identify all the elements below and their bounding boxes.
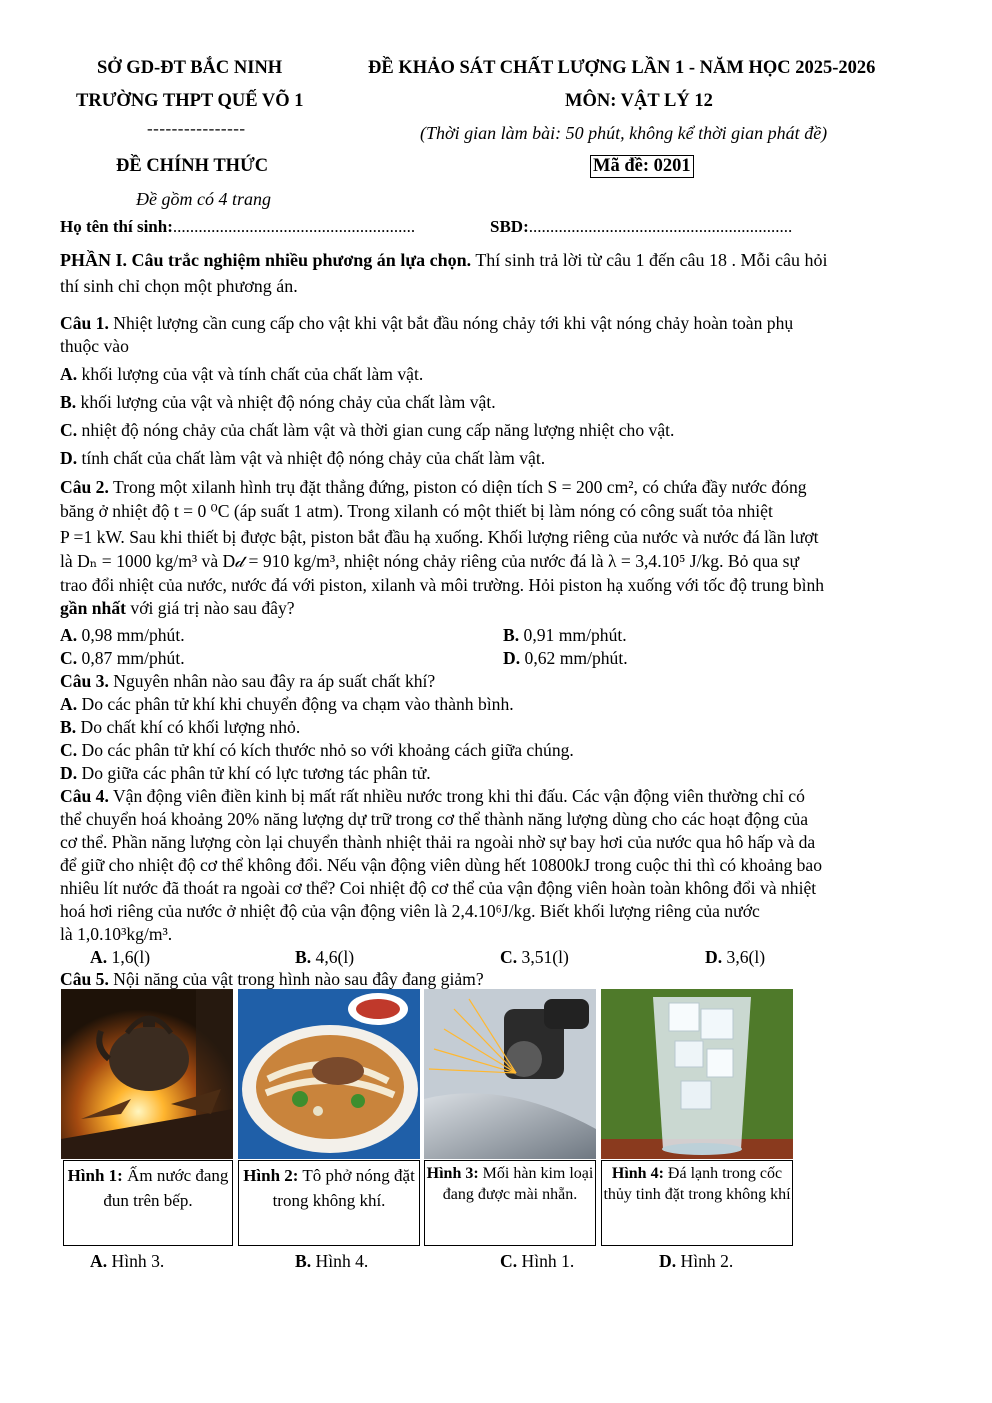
figure-4-ice-glass bbox=[601, 989, 793, 1159]
q2-text: Trong một xilanh hình trụ đặt thẳng đứng, piston có diện tích S = 200 cm², có chứa đầy nước đóng bbox=[108, 477, 807, 497]
grinding-image bbox=[424, 989, 596, 1159]
option-text: khối lượng của vật và tính chất của chất làm vật. bbox=[81, 364, 424, 384]
option-letter: C. bbox=[500, 1251, 518, 1271]
option-text: 3,6(l) bbox=[726, 947, 766, 967]
q5-stem bbox=[60, 969, 484, 990]
part1-instructions bbox=[60, 250, 828, 271]
kettle-fire-image bbox=[61, 989, 233, 1159]
q1-stem bbox=[60, 313, 793, 334]
option-letter: A. bbox=[90, 947, 108, 967]
official-label: ĐỀ CHÍNH THỨC bbox=[116, 156, 269, 176]
q4-stem-2: thể chuyển hoá khoảng 20% năng lượng dự trữ trong cơ thể thành năng lượng dùng cho các hoạt động của bbox=[60, 809, 809, 829]
q2-option-b[interactable] bbox=[503, 625, 627, 646]
caption-title: Hình 1: bbox=[67, 1166, 123, 1185]
caption-figure-1 bbox=[63, 1160, 233, 1246]
page-count-note: Đề gồm có 4 trang bbox=[136, 189, 271, 209]
q4-option-a[interactable] bbox=[90, 947, 150, 968]
department-name: SỞ GD-ĐT BẮC NINH bbox=[97, 58, 283, 78]
option-letter: D. bbox=[60, 448, 78, 468]
q5-option-b[interactable] bbox=[295, 1251, 368, 1272]
option-text: 0,62 mm/phút. bbox=[524, 648, 628, 668]
q4-text: Vận động viên điền kinh bị mất rất nhiều nước trong khi thi đấu. Các vận động viên thường chỉ có bbox=[108, 786, 805, 806]
q1-stem-text: Nhiệt lượng cần cung cấp cho vật khi vật bắt đầu nóng chảy tới khi vật nóng chảy hoàn toàn phụ bbox=[108, 313, 794, 333]
q3-option-c[interactable] bbox=[60, 740, 574, 761]
q3-stem bbox=[60, 671, 435, 692]
q4-stem-3: cơ thể. Phần năng lượng còn lại chuyển thành nhiệt thải ra ngoài nhờ sự bay hơi của nước qua hô hấp và da bbox=[60, 832, 816, 852]
caption-title: Hình 2: bbox=[243, 1166, 299, 1185]
q5-text: Nội năng của vật trong hình nào sau đây đang giảm? bbox=[108, 969, 484, 989]
part1-title: PHẦN I. Câu trắc nghiệm nhiều phương án lựa chọn. bbox=[60, 250, 472, 270]
part1-text: Thí sinh trả lời từ câu 1 đến câu 18 . Mỗi câu hỏi bbox=[471, 250, 828, 270]
option-letter: C. bbox=[60, 648, 78, 668]
option-text: Hình 4. bbox=[315, 1251, 369, 1271]
q4-stem-4: để giữ cho nhiệt độ cơ thể không đổi. Nếu vận động viên dùng hết 10800kJ trong cuộc thi thì có khoảng bao bbox=[60, 855, 823, 875]
option-letter: B. bbox=[295, 947, 312, 967]
candidate-name-label: Họ tên thí sinh: bbox=[60, 217, 173, 236]
caption-text: Tô phở nóng đặt trong không khí. bbox=[272, 1166, 415, 1210]
q1-option-a[interactable] bbox=[60, 364, 423, 385]
option-letter: A. bbox=[60, 694, 78, 714]
q5-option-a[interactable] bbox=[90, 1251, 164, 1272]
q4-stem-6: hoá hơi riêng của nước ở nhiệt độ của vận động viên là 2,4.10⁶J/kg. Biết khối lượng riêng của nước bbox=[60, 901, 760, 921]
q2-stem-6 bbox=[60, 598, 295, 619]
option-text: 0,87 mm/phút. bbox=[81, 648, 185, 668]
option-letter: B. bbox=[295, 1251, 312, 1271]
q1-option-c[interactable] bbox=[60, 420, 674, 441]
q2-stem-2: băng ở nhiệt độ t = 0 ⁰C (áp suất 1 atm). Trong xilanh có một thiết bị làm nóng có công suất tỏa nhiệt bbox=[60, 501, 773, 521]
option-letter: D. bbox=[705, 947, 723, 967]
part1-text-2: thí sinh chỉ chọn một phương án. bbox=[60, 276, 298, 296]
option-text: Hình 2. bbox=[680, 1251, 734, 1271]
q4-option-c[interactable] bbox=[500, 947, 569, 968]
option-letter: B. bbox=[60, 392, 77, 412]
q5-label: Câu 5. bbox=[60, 969, 109, 989]
option-text: Hình 1. bbox=[521, 1251, 575, 1271]
caption-title: Hình 3: bbox=[426, 1165, 479, 1182]
q4-stem-5: nhiêu lít nước đã thoát ra ngoài cơ thể? Coi nhiệt độ cơ thể của vận động viên hoàn toàn không đổi và nhiệt bbox=[60, 878, 817, 898]
option-letter: B. bbox=[503, 625, 520, 645]
q3-option-a[interactable] bbox=[60, 694, 514, 715]
option-letter: C. bbox=[60, 740, 78, 760]
q3-label: Câu 3. bbox=[60, 671, 109, 691]
q4-stem-1 bbox=[60, 786, 805, 807]
option-text: 0,91 mm/phút. bbox=[523, 625, 627, 645]
q4-label: Câu 4. bbox=[60, 786, 109, 806]
q2-option-c[interactable] bbox=[60, 648, 185, 669]
sbd-field: SBD:.............................................................. bbox=[490, 217, 793, 236]
q5-option-d[interactable] bbox=[659, 1251, 733, 1272]
option-text: 3,51(l) bbox=[521, 947, 569, 967]
q1-label: Câu 1. bbox=[60, 313, 109, 333]
option-text: Hình 3. bbox=[111, 1251, 165, 1271]
q5-option-c[interactable] bbox=[500, 1251, 574, 1272]
option-text: Do các phân tử khí có kích thước nhỏ so với khoảng cách giữa chúng. bbox=[81, 740, 574, 760]
option-letter: D. bbox=[659, 1251, 677, 1271]
caption-text: Ấm nước đang đun trên bếp. bbox=[103, 1166, 229, 1210]
q3-text: Nguyên nhân nào sau đây ra áp suất chất khí? bbox=[108, 671, 436, 691]
q2-text-end: với giá trị nào sau đây? bbox=[126, 598, 295, 618]
option-text: Do các phân tử khí khi chuyển động va chạm vào thành bình. bbox=[81, 694, 514, 714]
caption-text: Đá lạnh trong cốc thủy tinh đặt trong không khí bbox=[603, 1165, 791, 1203]
q2-stem-3: P =1 kW. Sau khi thiết bị được bật, piston bắt đầu hạ xuống. Khối lượng riêng của nước và nước đá lần lượt bbox=[60, 527, 819, 547]
q2-stem-1 bbox=[60, 477, 807, 498]
exam-code: Mã đề: 0201 bbox=[590, 155, 694, 178]
figure-2-pho-bowl bbox=[238, 989, 420, 1159]
q4-option-d[interactable] bbox=[705, 947, 765, 968]
sbd-label: SBD: bbox=[490, 217, 529, 236]
figure-3-grinding-weld bbox=[424, 989, 596, 1159]
option-text: Do chất khí có khối lượng nhỏ. bbox=[80, 717, 301, 737]
option-text: 1,6(l) bbox=[111, 947, 151, 967]
option-letter: C. bbox=[60, 420, 78, 440]
q4-option-b[interactable] bbox=[295, 947, 354, 968]
option-text: Do giữa các phân tử khí có lực tương tác phân tử. bbox=[81, 763, 431, 783]
exam-title: ĐỀ KHẢO SÁT CHẤT LƯỢNG LẦN 1 - NĂM HỌC 2025-2026 bbox=[368, 58, 876, 78]
school-name: TRƯỜNG THPT QUẾ VÕ 1 bbox=[76, 91, 304, 111]
q3-option-d[interactable] bbox=[60, 763, 431, 784]
q4-stem-7: là 1,0.10³kg/m³. bbox=[60, 924, 173, 944]
caption-text: Mối hàn kim loại đang được mài nhẵn. bbox=[442, 1165, 594, 1203]
option-letter: A. bbox=[90, 1251, 108, 1271]
pho-bowl-image bbox=[238, 989, 420, 1159]
caption-figure-4 bbox=[601, 1160, 793, 1246]
option-text: khối lượng của vật và nhiệt độ nóng chảy của chất làm vật. bbox=[80, 392, 496, 412]
option-letter: D. bbox=[503, 648, 521, 668]
q3-option-b[interactable] bbox=[60, 717, 300, 738]
q2-stem-4: là Dₙ = 1000 kg/m³ và D𝒹 = 910 kg/m³, nhiệt nóng chảy riêng của nước đá là λ = 3,4.10⁵ J/kg. Bỏ qua sự bbox=[60, 551, 799, 571]
q1-stem-2: thuộc vào bbox=[60, 336, 129, 356]
subject-label: MÔN: VẬT LÝ 12 bbox=[565, 91, 713, 111]
option-letter: C. bbox=[500, 947, 518, 967]
option-text: nhiệt độ nóng chảy của chất làm vật và thời gian cung cấp năng lượng nhiệt cho vật. bbox=[81, 420, 675, 440]
time-note: (Thời gian làm bài: 50 phút, không kể thời gian phát đề) bbox=[420, 123, 828, 143]
emphasis: gần nhất bbox=[60, 598, 127, 618]
option-letter: A. bbox=[60, 625, 78, 645]
caption-figure-3 bbox=[424, 1160, 596, 1246]
caption-figure-2 bbox=[238, 1160, 420, 1246]
q2-option-a[interactable] bbox=[60, 625, 185, 646]
figure-1-kettle-on-stove bbox=[61, 989, 233, 1159]
candidate-name-field: Họ tên thí sinh:......................................................... bbox=[60, 217, 416, 236]
caption-title: Hình 4: bbox=[611, 1165, 664, 1182]
option-text: tính chất của chất làm vật và nhiệt độ nóng chảy của chất làm vật. bbox=[81, 448, 546, 468]
q2-stem-5: trao đổi nhiệt của nước, nước đá với piston, xilanh và môi trường. Hỏi piston hạ xuống với tốc độ trung bình bbox=[60, 575, 825, 595]
header-divider: ---------------- bbox=[147, 119, 246, 138]
ice-glass-image bbox=[601, 989, 793, 1159]
option-letter: B. bbox=[60, 717, 77, 737]
option-text: 0,98 mm/phút. bbox=[81, 625, 185, 645]
option-letter: D. bbox=[60, 763, 78, 783]
q2-label: Câu 2. bbox=[60, 477, 109, 497]
q1-option-d[interactable] bbox=[60, 448, 545, 469]
option-letter: A. bbox=[60, 364, 78, 384]
option-text: 4,6(l) bbox=[315, 947, 355, 967]
q2-option-d[interactable] bbox=[503, 648, 628, 669]
q1-option-b[interactable] bbox=[60, 392, 496, 413]
